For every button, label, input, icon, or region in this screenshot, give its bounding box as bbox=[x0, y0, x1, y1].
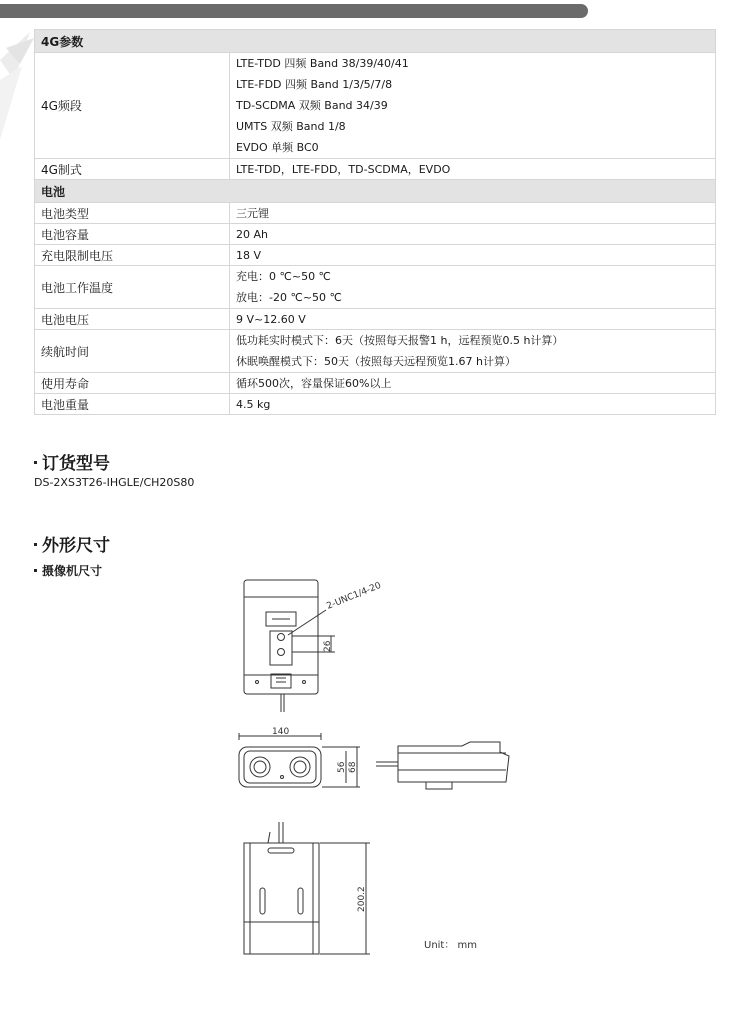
row-label: 使用寿命 bbox=[35, 373, 230, 394]
row-value: 三元锂 bbox=[230, 203, 716, 224]
unit-label: Unit： mm bbox=[424, 940, 478, 951]
endurance-line: 休眠唤醒模式下：50天（按照每天远程预览1.67 h计算） bbox=[236, 355, 516, 368]
row-label: 续航时间 bbox=[35, 330, 230, 373]
section-title: 电池 bbox=[35, 180, 716, 203]
order-title-text: 订货型号 bbox=[42, 454, 110, 474]
order-model: DS-2XS3T26-IHGLE/CH20S80 bbox=[34, 476, 195, 489]
band-line: LTE-FDD 四频 Band 1/3/5/7/8 bbox=[236, 78, 393, 91]
row-value: LTE-TDD，LTE-FDD，TD-SCDMA，EVDO bbox=[230, 159, 716, 180]
dim-26-label: 26 bbox=[323, 640, 333, 652]
row-label: 电池电压 bbox=[35, 309, 230, 330]
dim-68-label: 68 bbox=[348, 761, 358, 773]
row-value: 4.5 kg bbox=[230, 394, 716, 415]
row-value: 9 V~12.60 V bbox=[230, 309, 716, 330]
row-label: 电池容量 bbox=[35, 224, 230, 245]
band-line: UMTS 双频 Band 1/8 bbox=[236, 120, 346, 133]
temp-line: 放电：-20 ℃~50 ℃ bbox=[236, 291, 342, 304]
subtitle-text: 摄像机尺寸 bbox=[42, 564, 103, 578]
row-value: 循环500次，容量保证60%以上 bbox=[230, 373, 716, 394]
dim-200-label: 200.2 bbox=[357, 886, 367, 912]
row-label: 4G制式 bbox=[35, 159, 230, 180]
endurance-line: 低功耗实时模式下：6天（按照每天报警1 h，远程预览0.5 h计算） bbox=[236, 334, 564, 347]
dim-56-label: 56 bbox=[337, 761, 347, 773]
band-line: EVDO 单频 BC0 bbox=[236, 141, 319, 154]
row-label: 电池重量 bbox=[35, 394, 230, 415]
section-title: 4G参数 bbox=[35, 30, 716, 53]
row-label: 充电限制电压 bbox=[35, 245, 230, 266]
row-label: 电池工作温度 bbox=[35, 266, 230, 309]
band-line: TD-SCDMA 双频 Band 34/39 bbox=[236, 99, 388, 112]
temp-line: 充电：0 ℃~50 ℃ bbox=[236, 270, 331, 283]
dim-140-label: 140 bbox=[272, 727, 290, 737]
thread-label: 2-UNC1/4-20 bbox=[325, 580, 383, 612]
row-label: 4G频段 bbox=[35, 53, 230, 159]
dimensions-title-text: 外形尺寸 bbox=[42, 536, 110, 556]
row-value: 18 V bbox=[230, 245, 716, 266]
row-value: 20 Ah bbox=[230, 224, 716, 245]
band-line: LTE-TDD 四频 Band 38/39/40/41 bbox=[236, 57, 409, 70]
row-label: 电池类型 bbox=[35, 203, 230, 224]
